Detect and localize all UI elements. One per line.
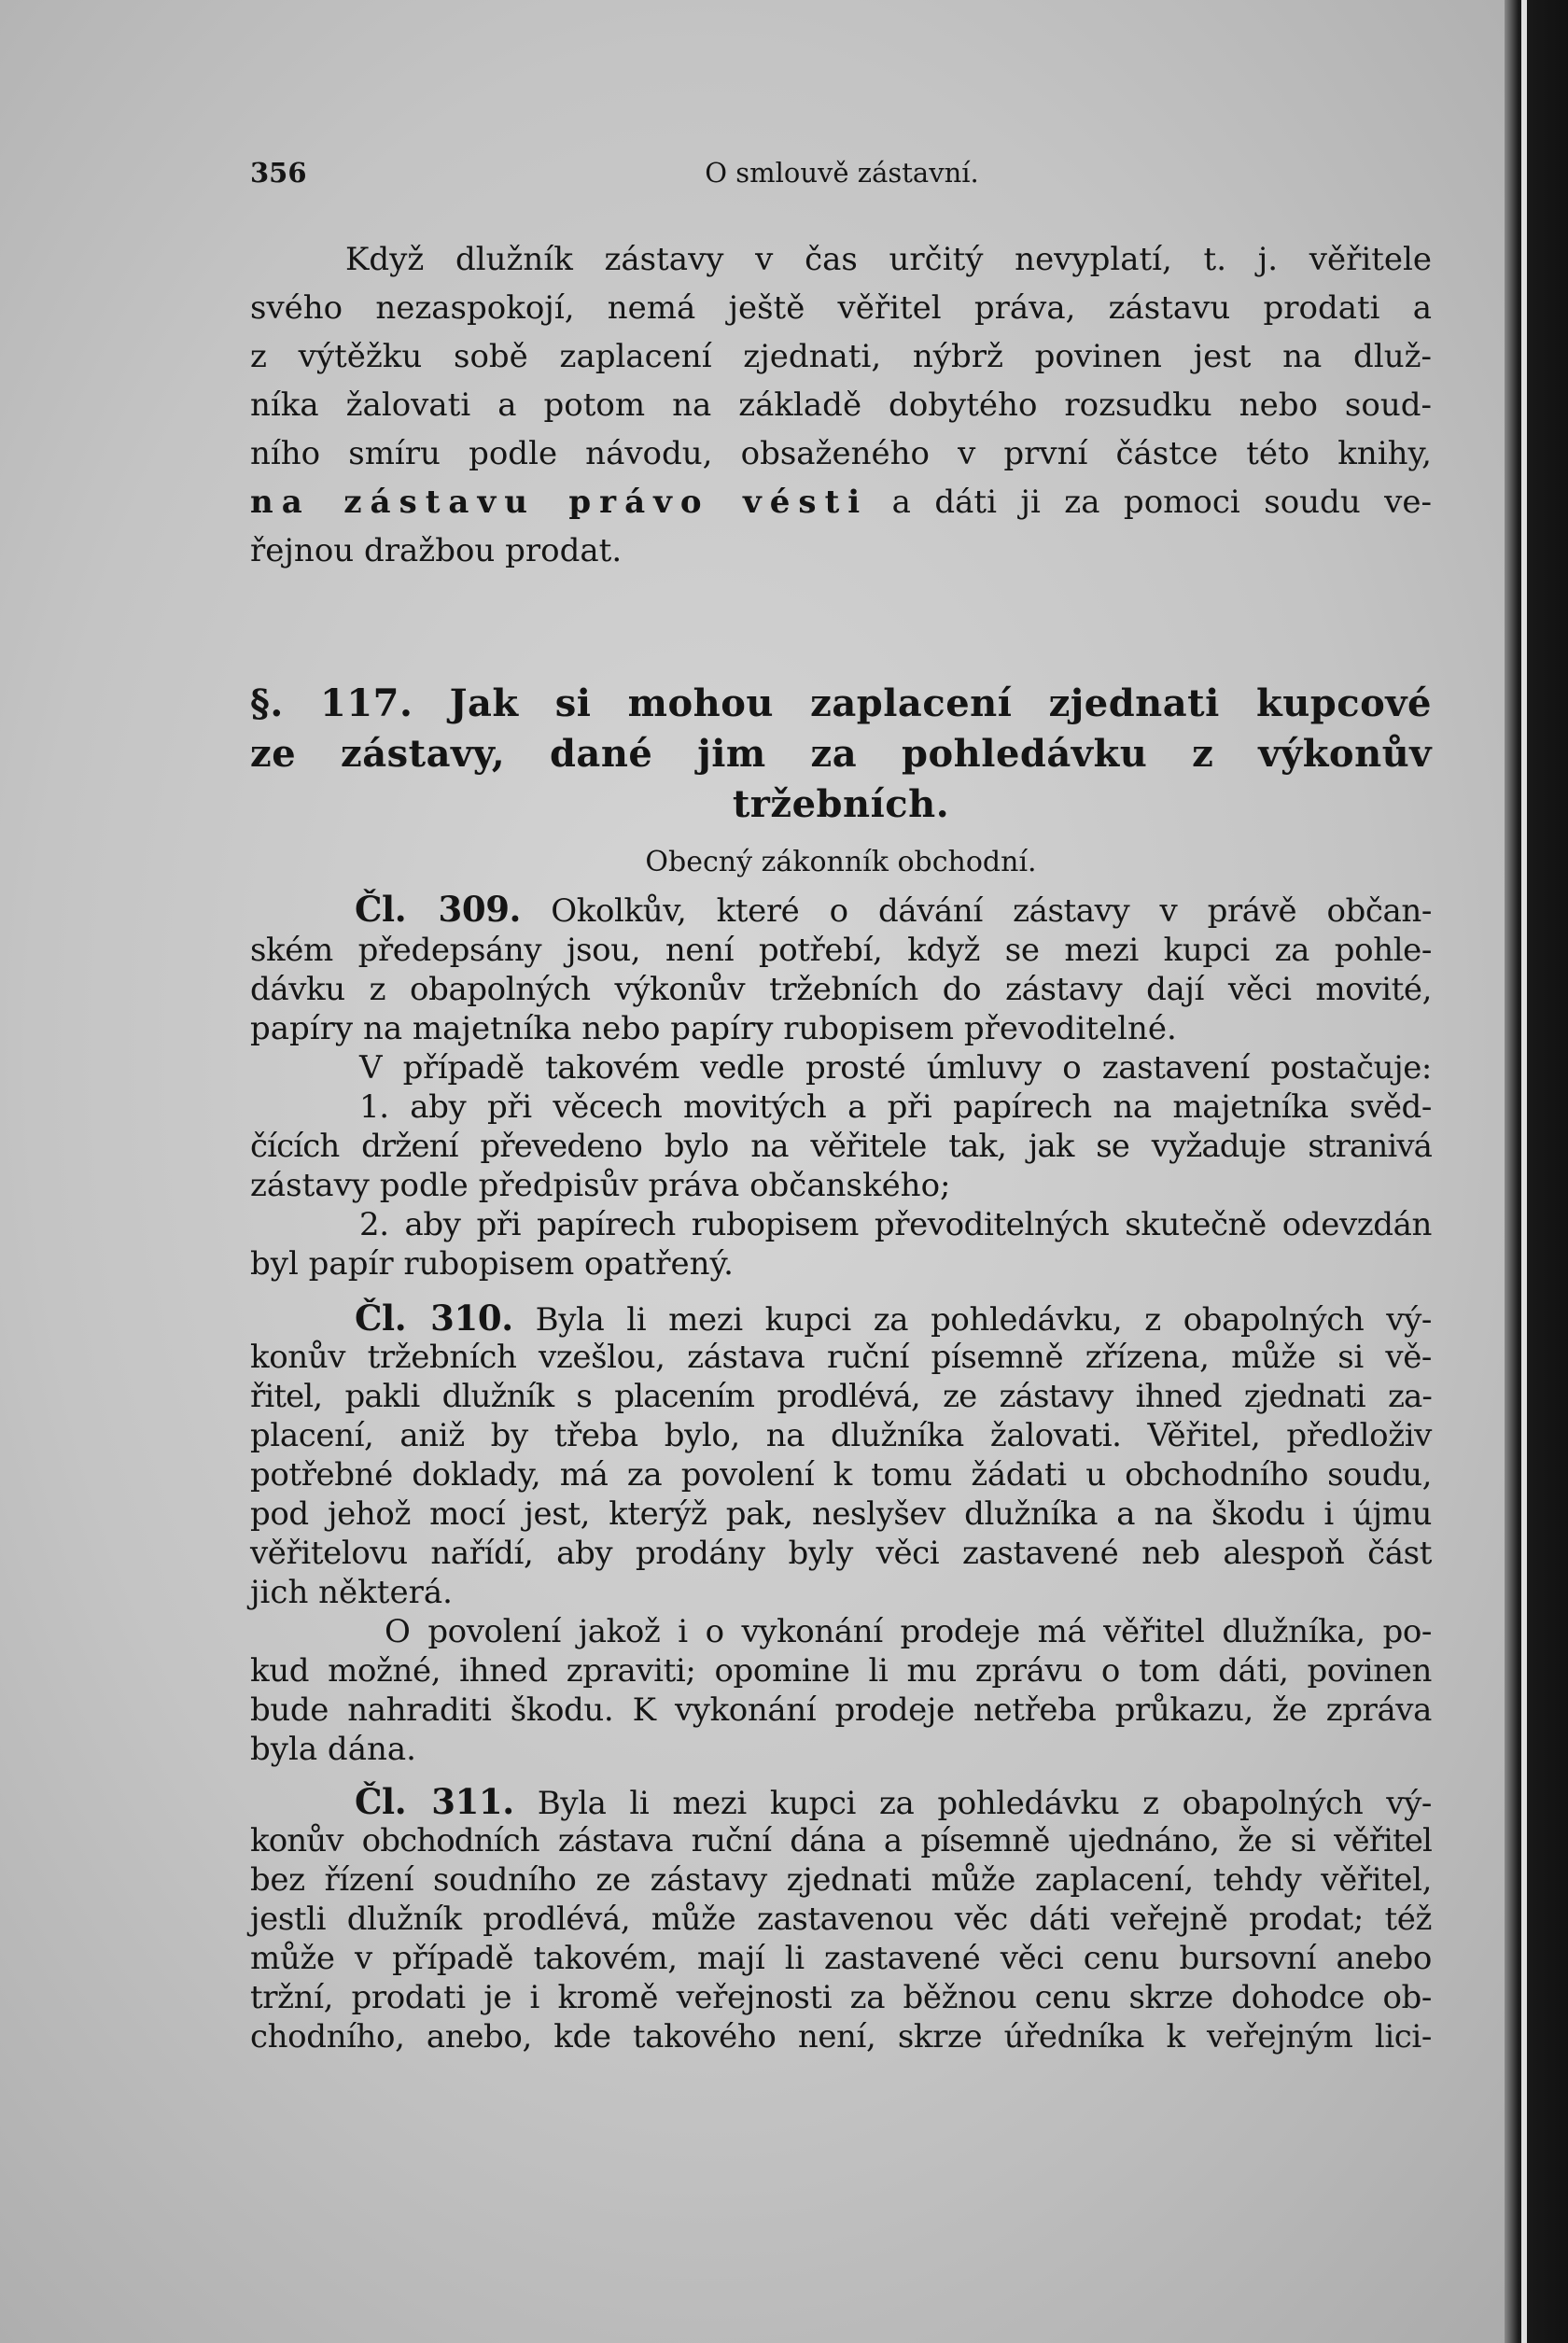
text-line: z výtěžku sobě zaplacení zjednati, nýbrž povinen jest na dluž- xyxy=(250,338,1432,375)
text-line: 2. aby při papírech rubopisem převoditelných skutečně odevzdán xyxy=(359,1206,1432,1243)
text-line: byla dána. xyxy=(250,1731,416,1768)
text-line: potřebné doklady, má za povolení k tomu žádati u obchodního soudu, xyxy=(250,1456,1432,1494)
text-line: ního smíru podle návodu, obsaženého v první částce této knihy, xyxy=(250,435,1432,472)
text-run: Byla li mezi kupci za pohledávku z obapolných vý- xyxy=(537,1785,1432,1822)
text-line xyxy=(355,1298,1432,1339)
text-line: papíry na majetníka nebo papíry rubopisem převoditelné. xyxy=(250,1010,1177,1047)
text-line: 1. aby při věcech movitých a při papírech na majetníka svěd- xyxy=(359,1088,1432,1126)
text-line: konův tržebních vzešlou, zástava ruční písemně zřízena, může si vě- xyxy=(250,1339,1432,1376)
text-line: Když dlužník zástavy v čas určitý nevyplatí, t. j. věřitele xyxy=(345,241,1432,278)
article-label: Čl. 309. xyxy=(355,889,522,930)
text-line: byl papír rubopisem opatřený. xyxy=(250,1245,734,1283)
text-line: zástavy podle předpisův práva občanského; xyxy=(250,1167,951,1204)
text-line: níka žalovati a potom na základě dobytého rozsudku nebo soud- xyxy=(250,386,1432,424)
page-number: 356 xyxy=(250,157,307,189)
text-line: dávku z obapolných výkonův tržebních do zástavy dají věci movité, xyxy=(250,971,1432,1008)
text-line xyxy=(355,1781,1432,1822)
text-line: jestli dlužník prodlévá, může zastavenou věc dáti veřejně prodat; též xyxy=(250,1901,1432,1938)
running-title: O smlouvě zástavní. xyxy=(705,157,979,189)
text-line xyxy=(250,484,1432,521)
text-line: tržní, prodati je i kromě veřejnosti za běžnou cenu skrze dohodce ob- xyxy=(250,1979,1432,2016)
section-heading: tržebních. xyxy=(732,782,950,826)
text-line: jich některá. xyxy=(250,1574,453,1611)
text-line: O povolení jakož i o vykonání prodeje má věřitel dlužníka, po- xyxy=(385,1613,1432,1650)
article-label: Čl. 311. xyxy=(355,1781,514,1822)
text-run: Byla li mezi kupci za pohledávku, z obapolných vý- xyxy=(535,1301,1432,1339)
text-line xyxy=(355,889,1432,930)
text-run: Okolkův, které o dávání zástavy v právě občan- xyxy=(551,892,1432,930)
text-line: bez řízení soudního ze zástavy zjednati může zaplacení, tehdy věřitel, xyxy=(250,1861,1432,1899)
text-line: V případě takovém vedle prosté úmluvy o zastavení postačuje: xyxy=(359,1049,1432,1087)
text-line: konův obchodních zástava ruční dána a písemně ujednáno, že si věřitel xyxy=(250,1822,1432,1859)
article-label: Čl. 310. xyxy=(355,1298,513,1339)
text-line: čících držení převedeno bylo na věřitele tak, jak se vyžaduje stranivá xyxy=(250,1128,1432,1165)
text-line: řejnou dražbou prodat. xyxy=(250,532,623,569)
text-line: chodního, anebo, kde takového není, skrze úředníka k veřejným lici- xyxy=(250,2018,1432,2055)
text-line: svého nezaspokojí, nemá ještě věřitel práva, zástavu prodati a xyxy=(250,289,1432,327)
spaced-emphasis: na zástavu právo vésti xyxy=(250,484,869,521)
text-line: ském předepsány jsou, není potřebí, když se mezi kupci za pohle- xyxy=(250,932,1432,969)
section-subheading: Obecný zákonník obchodní. xyxy=(645,846,1037,878)
section-heading: §. 117. Jak si mohou zaplacení zjednati kupcové xyxy=(250,681,1432,725)
text-line: může v případě takovém, mají li zastavené věci cenu bursovní anebo xyxy=(250,1940,1432,1977)
text-line: placení, aniž by třeba bylo, na dlužníka žalovati. Věřitel, předloživ xyxy=(250,1417,1432,1454)
text-line: věřitelovu nařídí, aby prodány byly věci zastavené neb alespoň část xyxy=(250,1535,1432,1572)
section-heading: ze zástavy, dané jim za pohledávku z výkonův xyxy=(250,732,1432,776)
text-line: bude nahraditi škodu. K vykonání prodeje netřeba průkazu, že zpráva xyxy=(250,1691,1432,1729)
text-line: kud možné, ihned zpraviti; opomine li mu zprávu o tom dáti, povinen xyxy=(250,1652,1432,1690)
text-line: pod jehož mocí jest, kterýž pak, neslyšev dlužníka a na škodu i újmu xyxy=(250,1495,1432,1533)
text-run: a dáti ji za pomoci soudu ve- xyxy=(891,484,1432,521)
page-header xyxy=(250,154,1434,191)
text-line: řitel, pakli dlužník s placením prodlévá, ze zástavy ihned zjednati za- xyxy=(250,1378,1432,1415)
